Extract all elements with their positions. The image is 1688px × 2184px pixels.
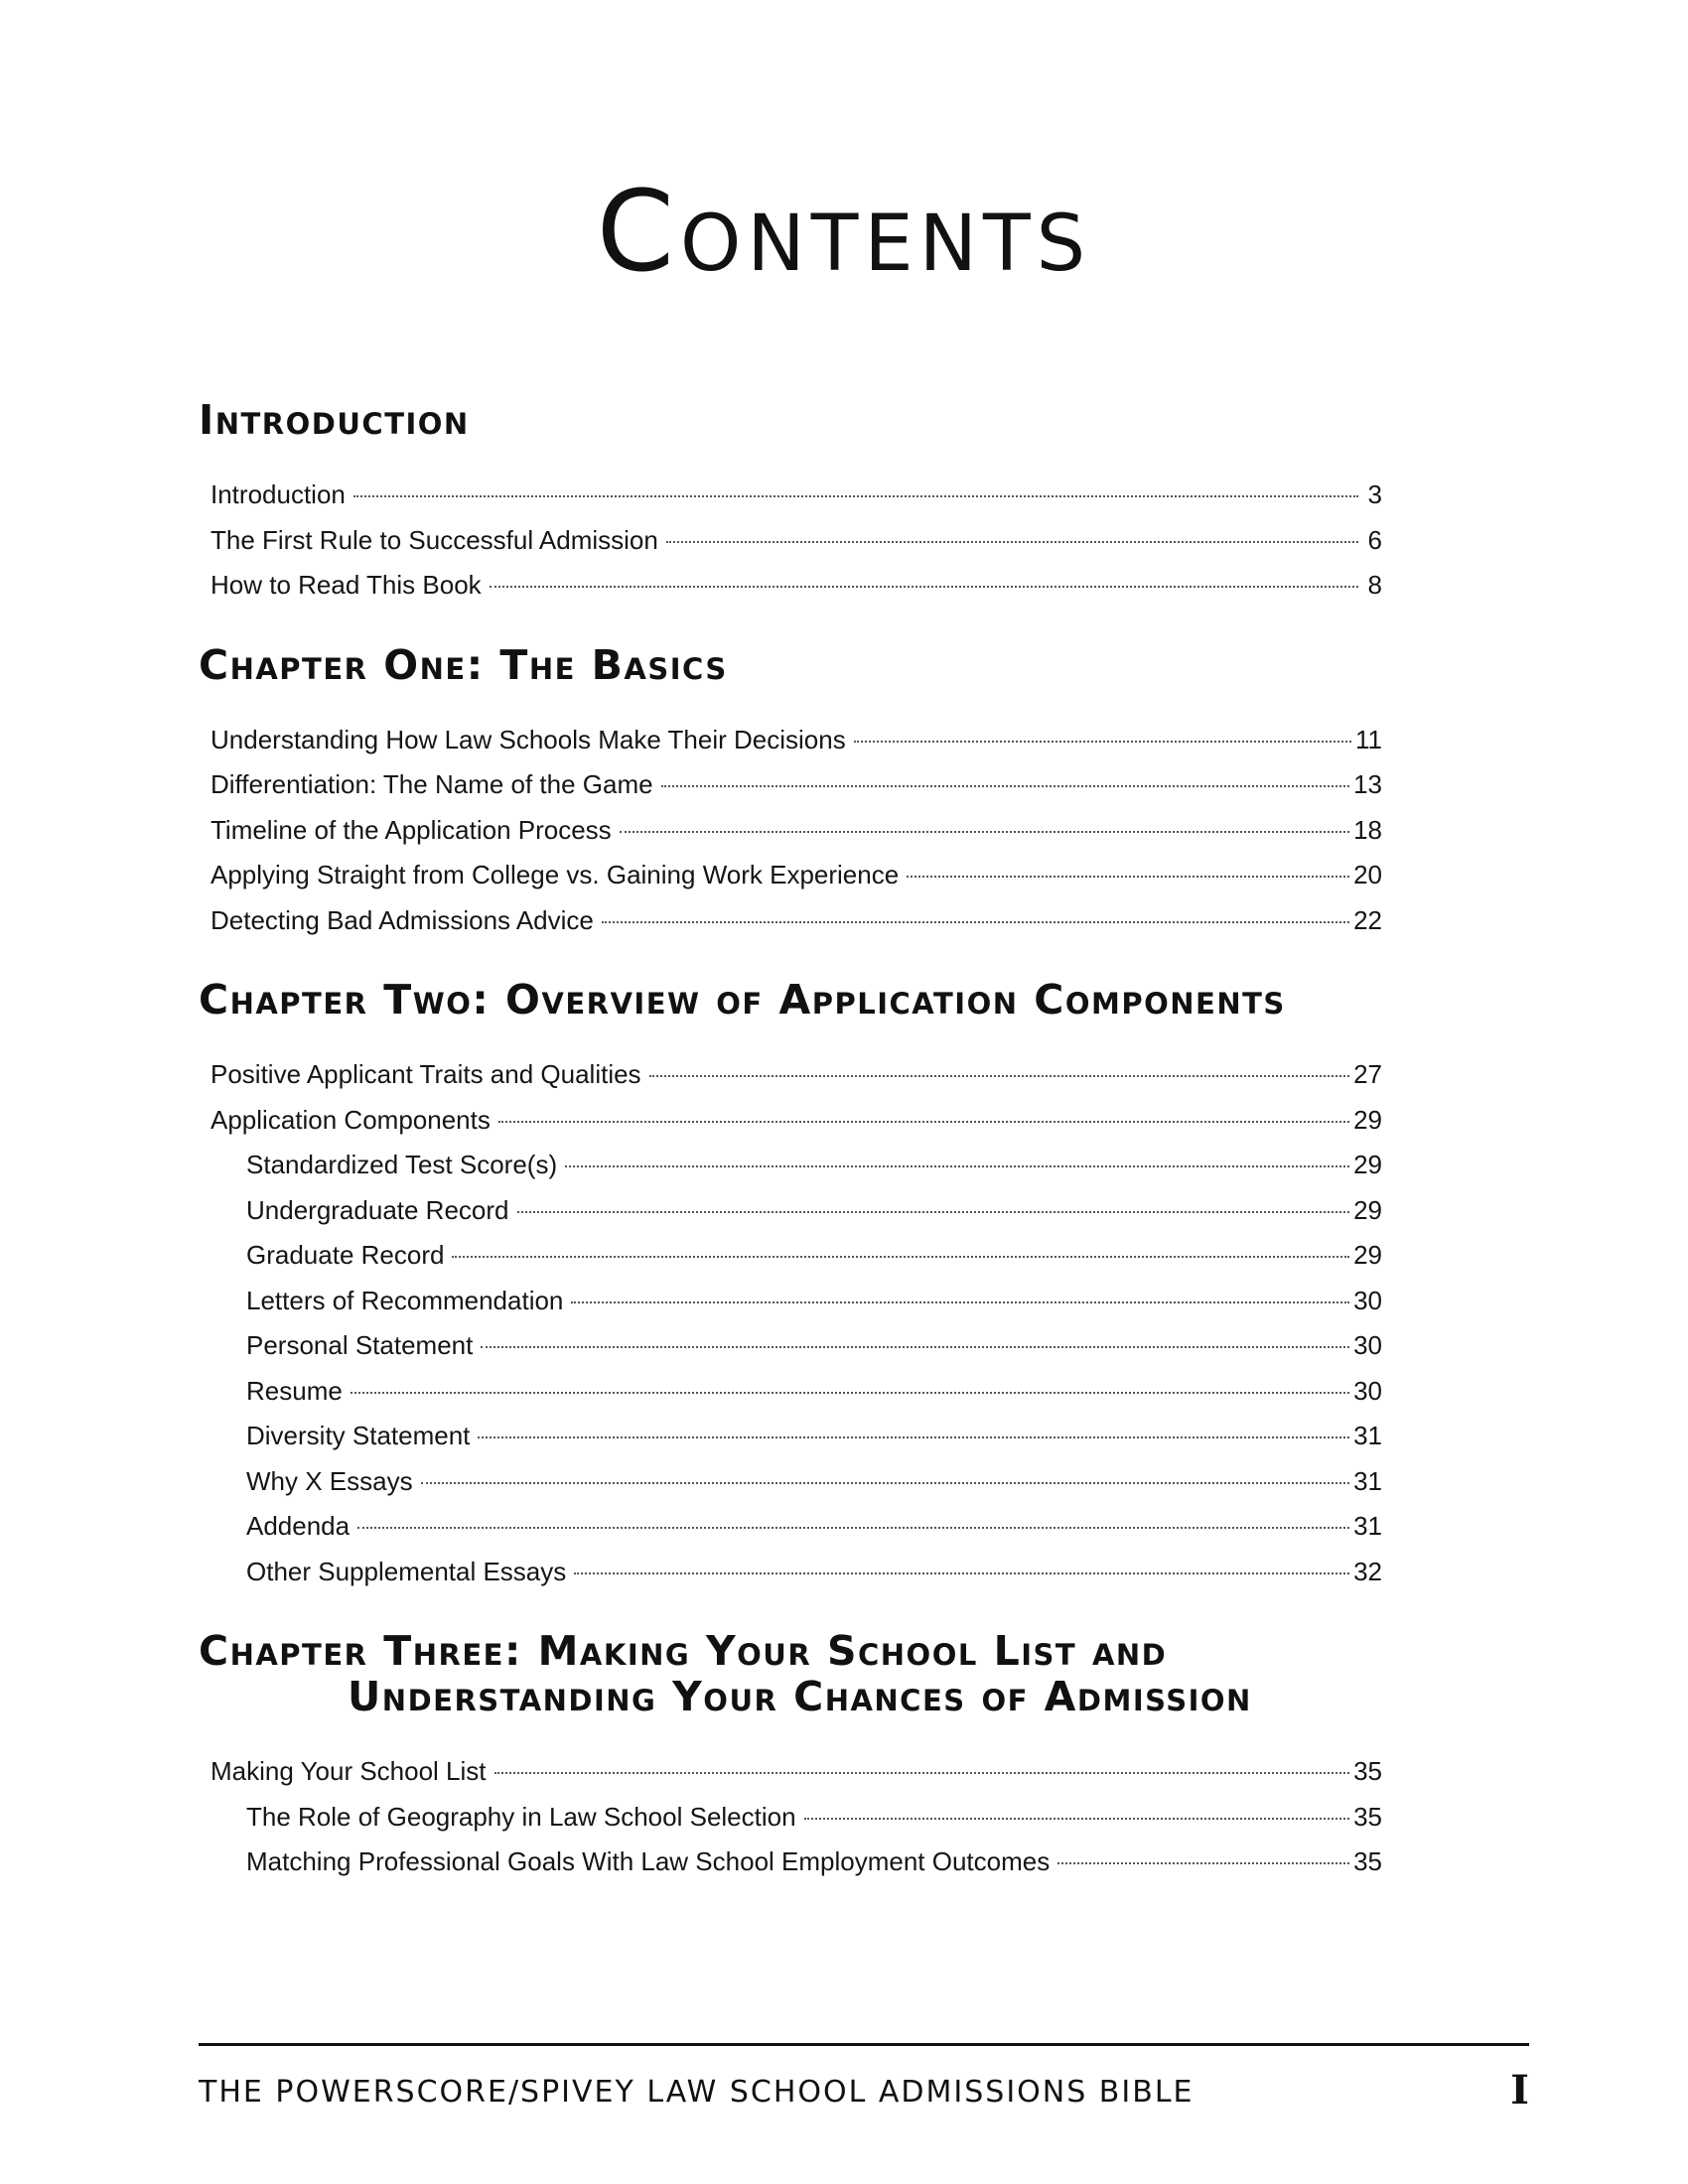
entry-page-number: 29 xyxy=(1353,1150,1382,1179)
entry-label: Differentiation: The Name of the Game xyxy=(211,769,653,799)
table-of-contents xyxy=(199,397,1380,1919)
section-heading: Chapter Two: Overview of Application Components xyxy=(199,976,1286,1024)
dot-leader xyxy=(478,1436,1349,1438)
dot-leader xyxy=(804,1818,1350,1820)
footer-page-number: I xyxy=(1510,2067,1529,2114)
section-heading: Introduction xyxy=(199,396,470,444)
toc-entry[interactable] xyxy=(211,853,1382,898)
entry-label: Other Supplemental Essays xyxy=(246,1556,567,1586)
entry-page-number: 31 xyxy=(1353,1465,1382,1496)
entry-label: Personal Statement xyxy=(246,1330,474,1360)
dot-leader xyxy=(517,1211,1350,1213)
entry-label: Standardized Test Score(s) xyxy=(246,1150,558,1179)
entry-page-number: 30 xyxy=(1353,1375,1382,1406)
entry-page-number: 29 xyxy=(1353,1194,1382,1225)
toc-subentry[interactable] xyxy=(246,1550,1382,1595)
section-heading: Chapter Three: Making Your School List and Understanding Your Chances of Admission xyxy=(199,1627,1252,1720)
dot-leader xyxy=(494,1772,1350,1774)
entry-label: Timeline of the Application Process xyxy=(211,814,612,845)
toc-subentry[interactable] xyxy=(246,1369,1382,1415)
entry-page-number: 35 xyxy=(1353,1846,1382,1876)
footer-divider xyxy=(199,2043,1529,2046)
toc-subentry[interactable] xyxy=(246,1459,1382,1505)
toc-subentry[interactable] xyxy=(246,1233,1382,1279)
entry-page-number: 11 xyxy=(1355,724,1382,754)
dot-leader xyxy=(854,741,1351,743)
dot-leader xyxy=(602,921,1349,923)
entry-page-number: 3 xyxy=(1367,479,1382,509)
footer-book-title: THE POWERSCORE/SPIVEY LAW SCHOOL ADMISSIONS BIBLE xyxy=(199,2075,1195,2110)
entry-label: The Role of Geography in Law School Selection xyxy=(246,1801,796,1832)
toc-entry[interactable] xyxy=(211,718,1382,763)
toc-section-chapter-three xyxy=(199,1628,1380,1885)
entry-page-number: 13 xyxy=(1353,769,1382,799)
entry-page-number: 29 xyxy=(1353,1240,1382,1270)
toc-subentry[interactable] xyxy=(246,1188,1382,1234)
entry-label: The First Rule to Successful Admission xyxy=(211,524,658,555)
toc-section-chapter-two xyxy=(199,977,1380,1594)
toc-entry[interactable] xyxy=(211,1098,1382,1144)
dot-leader xyxy=(1057,1862,1349,1864)
entry-label: Why X Essays xyxy=(246,1465,413,1496)
entry-page-number: 30 xyxy=(1353,1330,1382,1360)
entry-page-number: 29 xyxy=(1353,1104,1382,1135)
entry-label: How to Read This Book xyxy=(211,570,482,600)
toc-subentry[interactable] xyxy=(246,1840,1382,1885)
dot-leader xyxy=(481,1346,1349,1348)
toc-entry[interactable] xyxy=(211,518,1382,564)
entry-page-number: 18 xyxy=(1353,814,1382,845)
entry-page-number: 27 xyxy=(1353,1059,1382,1089)
entry-page-number: 35 xyxy=(1353,1801,1382,1832)
entry-label: Diversity Statement xyxy=(246,1421,471,1450)
entry-page-number: 32 xyxy=(1353,1556,1382,1586)
entry-page-number: 6 xyxy=(1367,524,1382,555)
entry-label: Positive Applicant Traits and Qualities xyxy=(211,1059,641,1089)
toc-subentry[interactable] xyxy=(246,1504,1382,1550)
entry-page-number: 35 xyxy=(1353,1756,1382,1786)
entry-label: Introduction xyxy=(211,479,346,509)
entry-label: Addenda xyxy=(246,1511,351,1541)
toc-subentry[interactable] xyxy=(246,1323,1382,1369)
page-title: Contents xyxy=(596,168,1092,297)
dot-leader xyxy=(574,1572,1349,1574)
entry-page-number: 22 xyxy=(1353,904,1382,935)
dot-leader xyxy=(661,785,1349,787)
entry-label: Applying Straight from College vs. Gaining Work Experience xyxy=(211,860,900,889)
toc-entry[interactable] xyxy=(211,473,1382,518)
entry-label: Resume xyxy=(246,1375,343,1406)
dot-leader xyxy=(351,1392,1349,1394)
entry-page-number: 20 xyxy=(1353,860,1382,889)
entry-label: Undergraduate Record xyxy=(246,1194,509,1225)
entry-label: Graduate Record xyxy=(246,1240,445,1270)
section-heading: Chapter One: The Basics xyxy=(199,640,728,689)
entry-page-number: 8 xyxy=(1367,570,1382,600)
dot-leader xyxy=(649,1075,1350,1077)
dot-leader xyxy=(571,1301,1349,1303)
toc-entry[interactable] xyxy=(211,898,1382,944)
dot-leader xyxy=(421,1482,1349,1484)
toc-subentry[interactable] xyxy=(246,1143,1382,1188)
toc-subentry[interactable] xyxy=(246,1795,1382,1841)
toc-entry[interactable] xyxy=(211,1749,1382,1795)
dot-leader xyxy=(565,1165,1349,1167)
toc-subentry[interactable] xyxy=(246,1414,1382,1459)
dot-leader xyxy=(620,831,1349,833)
toc-section-chapter-one xyxy=(199,642,1380,944)
toc-subentry[interactable] xyxy=(246,1279,1382,1324)
entry-label: Making Your School List xyxy=(211,1756,487,1786)
toc-entry[interactable] xyxy=(211,1052,1382,1098)
dot-leader xyxy=(353,495,1358,497)
dot-leader xyxy=(357,1527,1349,1529)
dot-leader xyxy=(490,586,1358,588)
entry-label: Application Components xyxy=(211,1104,491,1135)
entry-label: Matching Professional Goals With Law School Employment Outcomes xyxy=(246,1846,1051,1876)
entry-label: Letters of Recommendation xyxy=(246,1285,564,1315)
entry-page-number: 31 xyxy=(1353,1511,1382,1541)
entry-label: Understanding How Law Schools Make Their Decisions xyxy=(211,724,846,754)
entry-label: Detecting Bad Admissions Advice xyxy=(211,904,594,935)
dot-leader xyxy=(666,541,1358,543)
entry-page-number: 30 xyxy=(1353,1285,1382,1315)
toc-entry[interactable] xyxy=(211,808,1382,854)
dot-leader xyxy=(452,1256,1349,1258)
toc-entry[interactable] xyxy=(211,563,1382,609)
toc-entry[interactable] xyxy=(211,762,1382,808)
dot-leader xyxy=(907,876,1349,878)
toc-section-introduction xyxy=(199,397,1380,609)
dot-leader xyxy=(498,1121,1349,1123)
entry-page-number: 31 xyxy=(1353,1421,1382,1450)
